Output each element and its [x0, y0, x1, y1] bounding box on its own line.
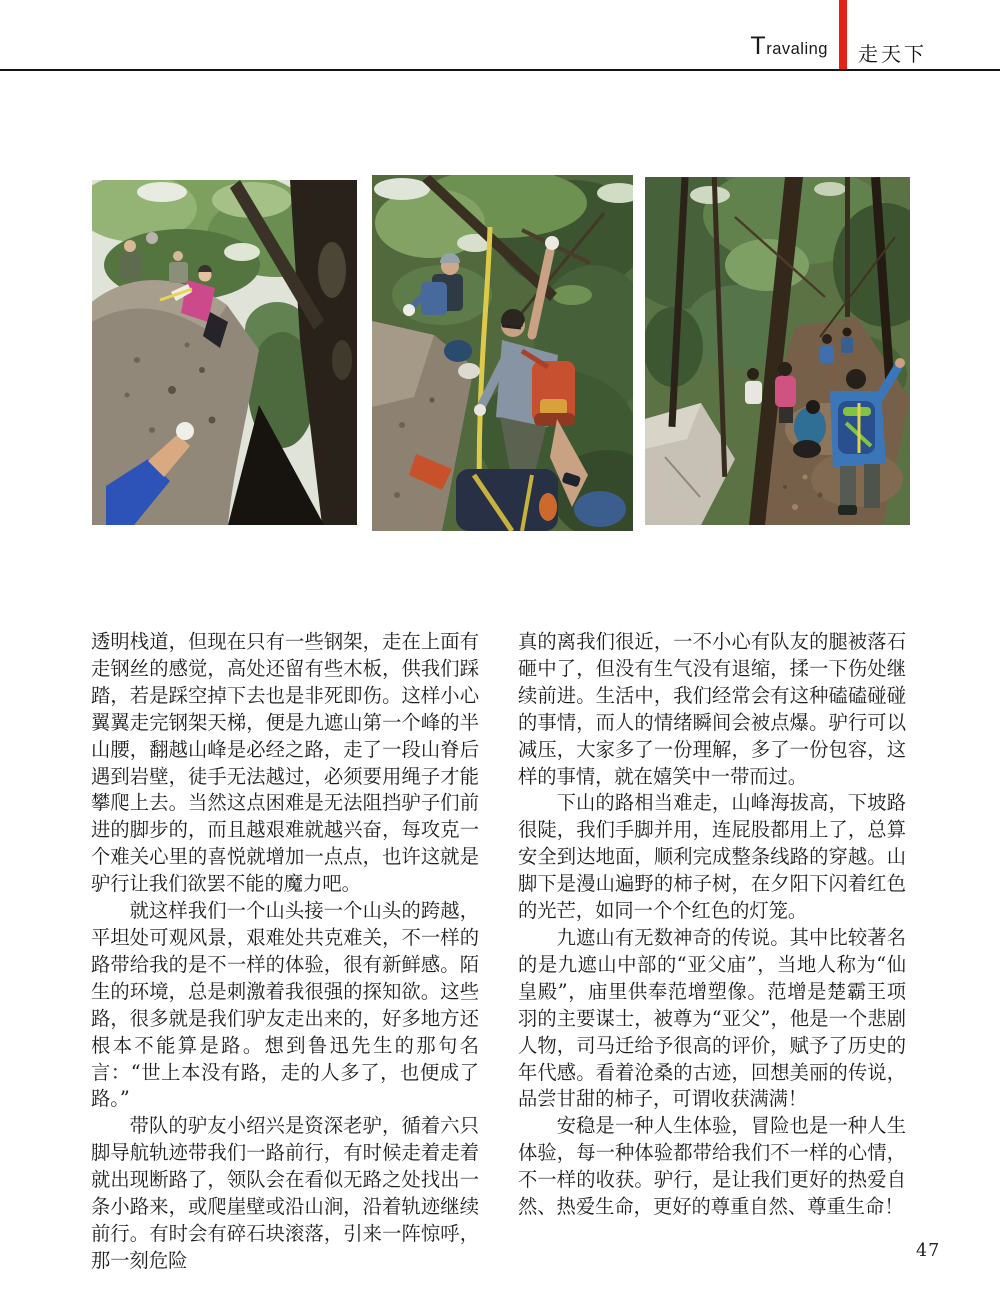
- magazine-title-initial: T: [750, 32, 767, 60]
- article-paragraph: 九遮山有无数神奇的传说。其中比较著名的是九遮山中部的“亚父庙”，当地人称为“仙皇殿”，庙里供奉范增塑像。范增是楚霸王项羽的主要谋士，被尊为“亚父”，他是一个悲剧人物，司马迁给予很高的评价，赋予了历史的年代感。看着沧桑的古迹，回想美丽的传说，品尝甘甜的柿子，可谓收获满满！: [518, 925, 906, 1111]
- photo-3-illustration: [645, 177, 910, 525]
- text-column-right: [518, 629, 906, 1221]
- section-title: 走天下: [858, 44, 927, 66]
- article-paragraph: 安稳是一种人生体验，冒险也是一种人生体验，每一种体验都带给我们不一样的心情，不一样的收获。驴行，是让我们更好的热爱自然、热爱生命，更好的尊重自然、尊重生命！: [518, 1114, 906, 1219]
- article-paragraph: 就这样我们一个山头接一个山头的跨越，平坦处可观风景，艰难处共克难关，不一样的路带给我的是不一样的体验，很有新鲜感。陌生的环境，总是刺激着我很强的探知欲。这些路，很多就是我们驴友走出来的，好多地方还根本不能算是路。想到鲁迅先生的那句名言：“世上本没有路，走的人多了，也便成了路。”: [91, 899, 479, 1111]
- magazine-title-rest: ravaling: [766, 40, 828, 58]
- article-paragraph: 真的离我们很近，一不小心有队友的腿被落石砸中了，但没有生气没有退缩，揉一下伤处继续前进。生活中，我们经常会有这种磕磕碰碰的事情，而人的情绪瞬间会被点爆。驴行可以减压，大家多了一份理解，多了一份包容，这样的事情，就在嬉笑中一带而过。: [518, 630, 906, 788]
- photo-hikers-forest-trail: [645, 177, 910, 525]
- photo-2-illustration: [372, 175, 633, 531]
- article-paragraph: 下山的路相当难走，山峰海拔高，下坡路很陡，我们手脚并用，连屁股都用上了，总算安全到达地面，顺利完成整条线路的穿越。山脚下是漫山遍野的柿子树，在夕阳下闪着红色的光芒，如同一个个红色的灯笼。: [518, 791, 906, 923]
- article-paragraph: 透明栈道，但现在只有一些钢架，走在上面有走钢丝的感觉，高处还留有些木板，供我们踩踏，若是踩空掉下去也是非死即伤。这样小心翼翼走完钢架天梯，便是九遮山第一个峰的半山腰，翻越山峰是必经之路，走了一段山脊后遇到岩壁，徒手无法越过，必须要用绳子才能攀爬上去。当然这点困难是无法阻挡驴子们前进的脚步的，而且越艰难就越兴奋，每攻克一个难关心里的喜悦就增加一点点，也许这就是驴行让我们欲罢不能的魔力吧。: [91, 630, 479, 896]
- photo-climber-rock-rope: [372, 175, 633, 531]
- text-column-left: [91, 629, 479, 1275]
- article-paragraph: 带队的驴友小绍兴是资深老驴，循着六只脚导航轨迹带我们一路前行，有时候走着走着就出现断路了，领队会在看似无路之处找出一条小路来，或爬崖壁或沿山涧，沿着轨迹继续前行。有时会有碎石块滚落，引来一阵惊呼，那一刻危险: [91, 1114, 479, 1272]
- header-divider: [0, 69, 1000, 71]
- header-accent-bar: [839, 0, 847, 70]
- page-number: 47: [916, 1241, 941, 1261]
- magazine-title: [635, 33, 828, 62]
- photo-hikers-climbing-boulder: [92, 180, 357, 525]
- photo-1-illustration: [92, 180, 357, 525]
